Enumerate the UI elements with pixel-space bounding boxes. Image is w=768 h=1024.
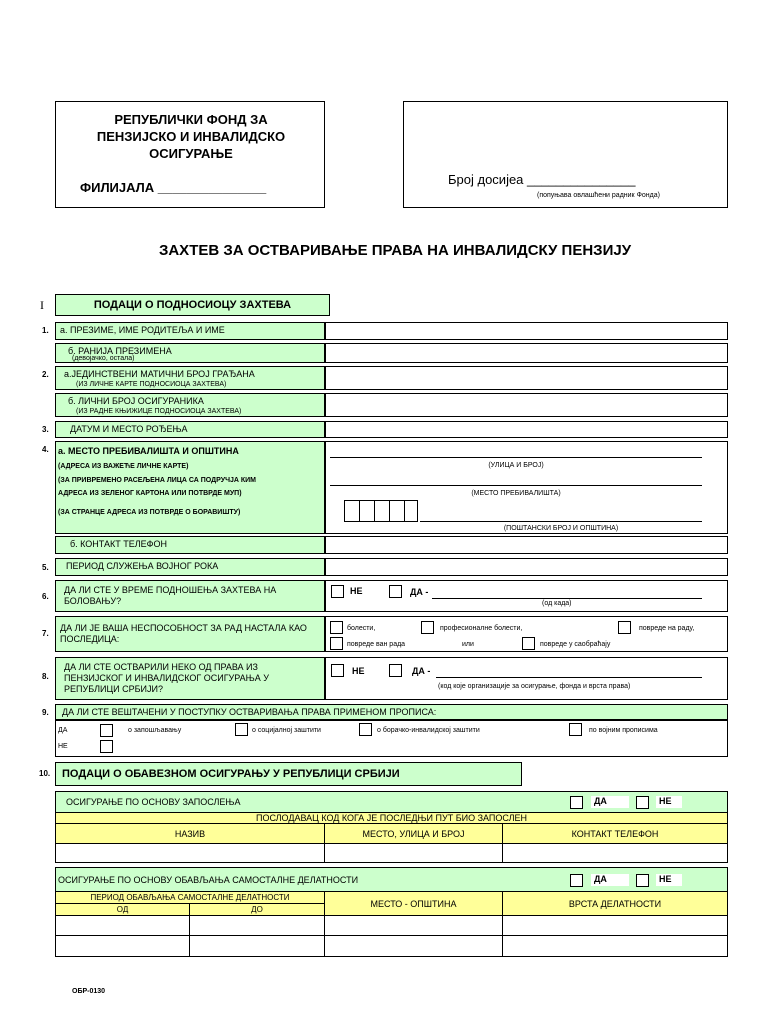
expertise-yes-checkbox[interactable] <box>100 724 113 737</box>
col-phone-header: КОНТАКТ ТЕЛЕФОН <box>503 824 727 844</box>
employer-address-input[interactable] <box>325 844 503 862</box>
dossier-number-field[interactable]: Број досијеа _______________ <box>448 172 636 187</box>
existing-rights-yes-label: ДА - <box>412 666 431 676</box>
postal-code-boxes[interactable] <box>344 500 418 522</box>
label-existing-rights: ДА ЛИ СТЕ ОСТВАРИЛИ НЕКО ОД ПРАВА ИЗ ПЕНЗИЈСКОГ И ИНВАЛИДСКОГ ОСИГУРАЊА У РЕПУБЛИЦИ СРБИЈИ? <box>55 657 325 700</box>
sick-leave-no-label: НЕ <box>350 586 363 596</box>
sick-leave-area <box>325 580 728 612</box>
cause-non-work-injury-label: повреде ван рада <box>347 641 406 648</box>
birth-date-place-input[interactable] <box>325 421 728 438</box>
residence-text: а. МЕСТО ПРЕБИВАЛИШТА И ОПШТИНА <box>58 446 239 456</box>
dossier-box <box>403 101 728 208</box>
place-input-line[interactable] <box>330 485 702 486</box>
existing-rights-details-line[interactable] <box>436 677 702 678</box>
label-military-service: ПЕРИОД СЛУЖЕЊА ВОЈНОГ РОКА <box>55 558 325 576</box>
section1-title: ПОДАЦИ О ПОДНОСИОЦУ ЗАХТЕВА <box>55 294 330 316</box>
label-residence <box>55 441 325 534</box>
employment-yes-label <box>591 796 629 808</box>
sick-leave-yes-checkbox[interactable] <box>389 585 402 598</box>
row-number-5: 5. <box>42 563 49 572</box>
expertise-military-checkbox[interactable] <box>569 723 582 736</box>
cause-traffic-injury-checkbox[interactable] <box>522 637 535 650</box>
cause-occupational-label: професионалне болести, <box>440 625 523 632</box>
label-birth-date-place: ДАТУМ И МЕСТО РОЂЕЊА <box>55 421 325 438</box>
jmbg-input[interactable] <box>325 366 728 390</box>
fund-name-line3: ОСИГУРАЊЕ <box>149 146 233 161</box>
row-number-7: 7. <box>42 629 49 638</box>
label-contact-phone: б. КОНТАКТ ТЕЛЕФОН <box>55 536 325 554</box>
self-row2-place-input[interactable] <box>325 936 503 956</box>
label-surname-parent-name: а. ПРЕЗИМЕ, ИМЕ РОДИТЕЉА И ИМЕ <box>55 322 325 340</box>
expertise-area <box>55 720 728 757</box>
fund-box <box>55 101 325 208</box>
jmbg-text: а.ЈЕДИНСТВЕНИ МАТИЧНИ БРОЈ ГРАЂАНА <box>64 369 255 379</box>
self-row1-to-input[interactable] <box>190 916 325 936</box>
employer-phone-input[interactable] <box>503 844 727 862</box>
contact-phone-input[interactable] <box>325 536 728 554</box>
sick-leave-since-note: (од када) <box>542 600 572 607</box>
label-expertise: ДА ЛИ СТЕ ВЕШТАЧЕНИ У ПОСТУПКУ ОСТВАРИВАЊА ПРАВА ПРИМЕНОМ ПРОПИСА: <box>55 704 728 720</box>
previous-surnames-text: б. РАНИЈА ПРЕЗИМЕНА <box>68 346 172 356</box>
postal-caption: (ПОШТАНСКИ БРОЈ И ОПШТИНА) <box>503 525 619 532</box>
self-employment-table <box>55 867 728 957</box>
row-number-3: 3. <box>42 425 49 434</box>
form-code: ОБР-0130 <box>72 988 106 995</box>
expertise-social-label: о социјалној заштити <box>252 727 321 734</box>
self-employment-row <box>56 868 727 892</box>
employment-insurance-row <box>56 792 727 813</box>
row-number-9: 9. <box>42 708 49 717</box>
insured-number-text: б. ЛИЧНИ БРОЈ ОСИГУРАНИКА <box>68 396 204 406</box>
label-incapacity-cause: ДА ЛИ ЈЕ ВАША НЕСПОСОБНОСТ ЗА РАД НАСТАЛА КАО ПОСЛЕДИЦА: <box>55 616 325 652</box>
col-to-header: ДО <box>190 904 325 916</box>
fund-name-line2: ПЕНЗИЈСКО И ИНВАЛИДСКО <box>96 129 286 144</box>
street-input-line[interactable] <box>330 457 702 458</box>
self-employment-yes-checkbox[interactable] <box>570 874 583 887</box>
street-caption: (УЛИЦА И БРОЈ) <box>488 462 544 469</box>
self-row2-to-input[interactable] <box>190 936 325 956</box>
residence-note-4: (ЗА СТРАНЦЕ АДРЕСА ИЗ ПОТВРДЕ О БОРАВИШТУ) <box>58 509 241 516</box>
expertise-no-checkbox[interactable] <box>100 740 113 753</box>
row-number-1: 1. <box>42 326 49 335</box>
employment-table <box>55 791 728 863</box>
employment-no-text: НЕ <box>659 796 672 806</box>
label-insured-number <box>55 393 325 417</box>
sick-leave-no-checkbox[interactable] <box>331 585 344 598</box>
cause-or-label: или <box>462 641 474 648</box>
existing-rights-no-checkbox[interactable] <box>331 664 344 677</box>
residence-note-2: (ЗА ПРИВРЕМЕНО РАСЕЉЕНА ЛИЦА СА ПОДРУЧЈА КИМ <box>58 477 257 484</box>
military-service-input[interactable] <box>325 558 728 576</box>
self-row1-from-input[interactable] <box>56 916 190 936</box>
branch-field[interactable]: ФИЛИЈАЛА _______________ <box>80 180 267 195</box>
employment-yes-text: ДА <box>594 796 607 806</box>
self-employment-label: ОСИГУРАЊЕ ПО ОСНОВУ ОБАВЉАЊА САМОСТАЛНЕ ДЕЛАТНОСТИ <box>58 875 359 885</box>
row-number-4: 4. <box>42 445 49 454</box>
self-row2-from-input[interactable] <box>56 936 190 956</box>
label-previous-surnames <box>55 343 325 363</box>
cause-non-work-injury-checkbox[interactable] <box>330 637 343 650</box>
expertise-veteran-label: о борачко-инвалидској заштити <box>377 727 480 734</box>
self-employment-no-checkbox[interactable] <box>636 874 649 887</box>
expertise-social-checkbox[interactable] <box>359 723 372 736</box>
dossier-note: (попуњава овлашћени радник Фонда) <box>537 192 660 199</box>
insured-number-input[interactable] <box>325 393 728 417</box>
cause-work-injury-checkbox[interactable] <box>618 621 631 634</box>
employment-no-checkbox[interactable] <box>636 796 649 809</box>
row-number-10: 10. <box>39 769 51 778</box>
label-sick-leave: ДА ЛИ СТЕ У ВРЕМЕ ПОДНОШЕЊА ЗАХТЕВА НА БОЛОВАЊУ? <box>55 580 325 612</box>
fund-name-line1: РЕПУБЛИЧКИ ФОНД ЗА <box>114 112 268 127</box>
col-place-header: МЕСТО - ОПШТИНА <box>325 892 503 916</box>
previous-surnames-input[interactable] <box>325 343 728 363</box>
self-employment-no-label <box>656 874 682 886</box>
row-number-2: 2. <box>42 370 49 379</box>
incapacity-cause-area <box>325 616 728 652</box>
self-employment-yes-text: ДА <box>594 874 607 884</box>
form-title: ЗАХТЕВ ЗА ОСТВАРИВАЊЕ ПРАВА НА ИНВАЛИДСКУ ПЕНЗИЈУ <box>158 242 632 259</box>
expertise-no-label: НЕ <box>58 743 68 750</box>
employer-header: ПОСЛОДАВАЦ КОД КОГА ЈЕ ПОСЛЕДЊИ ПУТ БИО ЗАПОСЛЕН <box>56 813 727 824</box>
expertise-employment-checkbox[interactable] <box>235 723 248 736</box>
cause-illness-label: болести, <box>347 625 376 632</box>
self-employment-no-text: НЕ <box>659 874 672 884</box>
cause-traffic-injury-label: повреде у саобраћају <box>540 641 611 648</box>
existing-rights-area <box>325 657 728 700</box>
self-row1-activity-input[interactable] <box>503 916 727 936</box>
period-header: ПЕРИОД ОБАВЉАЊА САМОСТАЛНЕ ДЕЛАТНОСТИ <box>56 892 325 904</box>
expertise-yes-label: ДА <box>58 727 68 734</box>
existing-rights-note: (код које организације за осигурање, фонда и врста права) <box>438 683 631 690</box>
residence-area <box>325 441 728 534</box>
label-jmbg <box>55 366 325 390</box>
jmbg-note: (ИЗ ЛИЧНЕ КАРТЕ ПОДНОСИОЦА ЗАХТЕВА) <box>76 381 227 388</box>
insured-number-note: (ИЗ РАДНЕ КЊИЖИЦЕ ПОДНОСИОЦА ЗАХТЕВА) <box>76 408 242 415</box>
row-number-8: 8. <box>42 672 49 681</box>
surname-parent-name-input[interactable] <box>325 322 728 340</box>
cause-occupational-checkbox[interactable] <box>421 621 434 634</box>
previous-surnames-note: (девојачко, остала) <box>72 355 135 362</box>
col-activity-header: ВРСТА ДЕЛАТНОСТИ <box>503 892 727 916</box>
section10-title: ПОДАЦИ О ОБАВЕЗНОМ ОСИГУРАЊУ У РЕПУБЛИЦИ СРБИЈИ <box>55 762 522 786</box>
self-employment-yes-label <box>591 874 629 886</box>
existing-rights-yes-checkbox[interactable] <box>389 664 402 677</box>
employer-name-input[interactable] <box>56 844 325 862</box>
employment-yes-checkbox[interactable] <box>570 796 583 809</box>
residence-note-3: АДРЕСА ИЗ ЗЕЛЕНОГ КАРТОНА ИЛИ ПОТВРДЕ МУП) <box>58 490 242 497</box>
cause-illness-checkbox[interactable] <box>330 621 343 634</box>
employment-insurance-label: ОСИГУРАЊЕ ПО ОСНОВУ ЗАПОСЛЕЊА <box>66 797 241 807</box>
col-address-header: МЕСТО, УЛИЦА И БРОЈ <box>325 824 503 844</box>
col-name-header: НАЗИВ <box>56 824 325 844</box>
expertise-military-label: по војним прописима <box>589 727 658 734</box>
row-number-6: 6. <box>42 592 49 601</box>
col-from-header: ОД <box>56 904 190 916</box>
sick-leave-yes-label: ДА - <box>410 587 429 597</box>
existing-rights-no-label: НЕ <box>352 666 365 676</box>
self-row1-place-input[interactable] <box>325 916 503 936</box>
self-row2-activity-input[interactable] <box>503 936 727 956</box>
residence-note-1: (АДРЕСА ИЗ ВАЖЕЋЕ ЛИЧНЕ КАРТЕ) <box>58 463 189 470</box>
employment-no-label <box>656 796 682 808</box>
section-roman-numeral: I <box>40 298 44 312</box>
municipality-input-line[interactable] <box>420 521 702 522</box>
place-caption: (МЕСТО ПРЕБИВАЛИШТА) <box>471 490 561 497</box>
expertise-employment-label: о запошљавању <box>128 727 182 734</box>
cause-work-injury-label: повреде на раду, <box>639 625 695 632</box>
